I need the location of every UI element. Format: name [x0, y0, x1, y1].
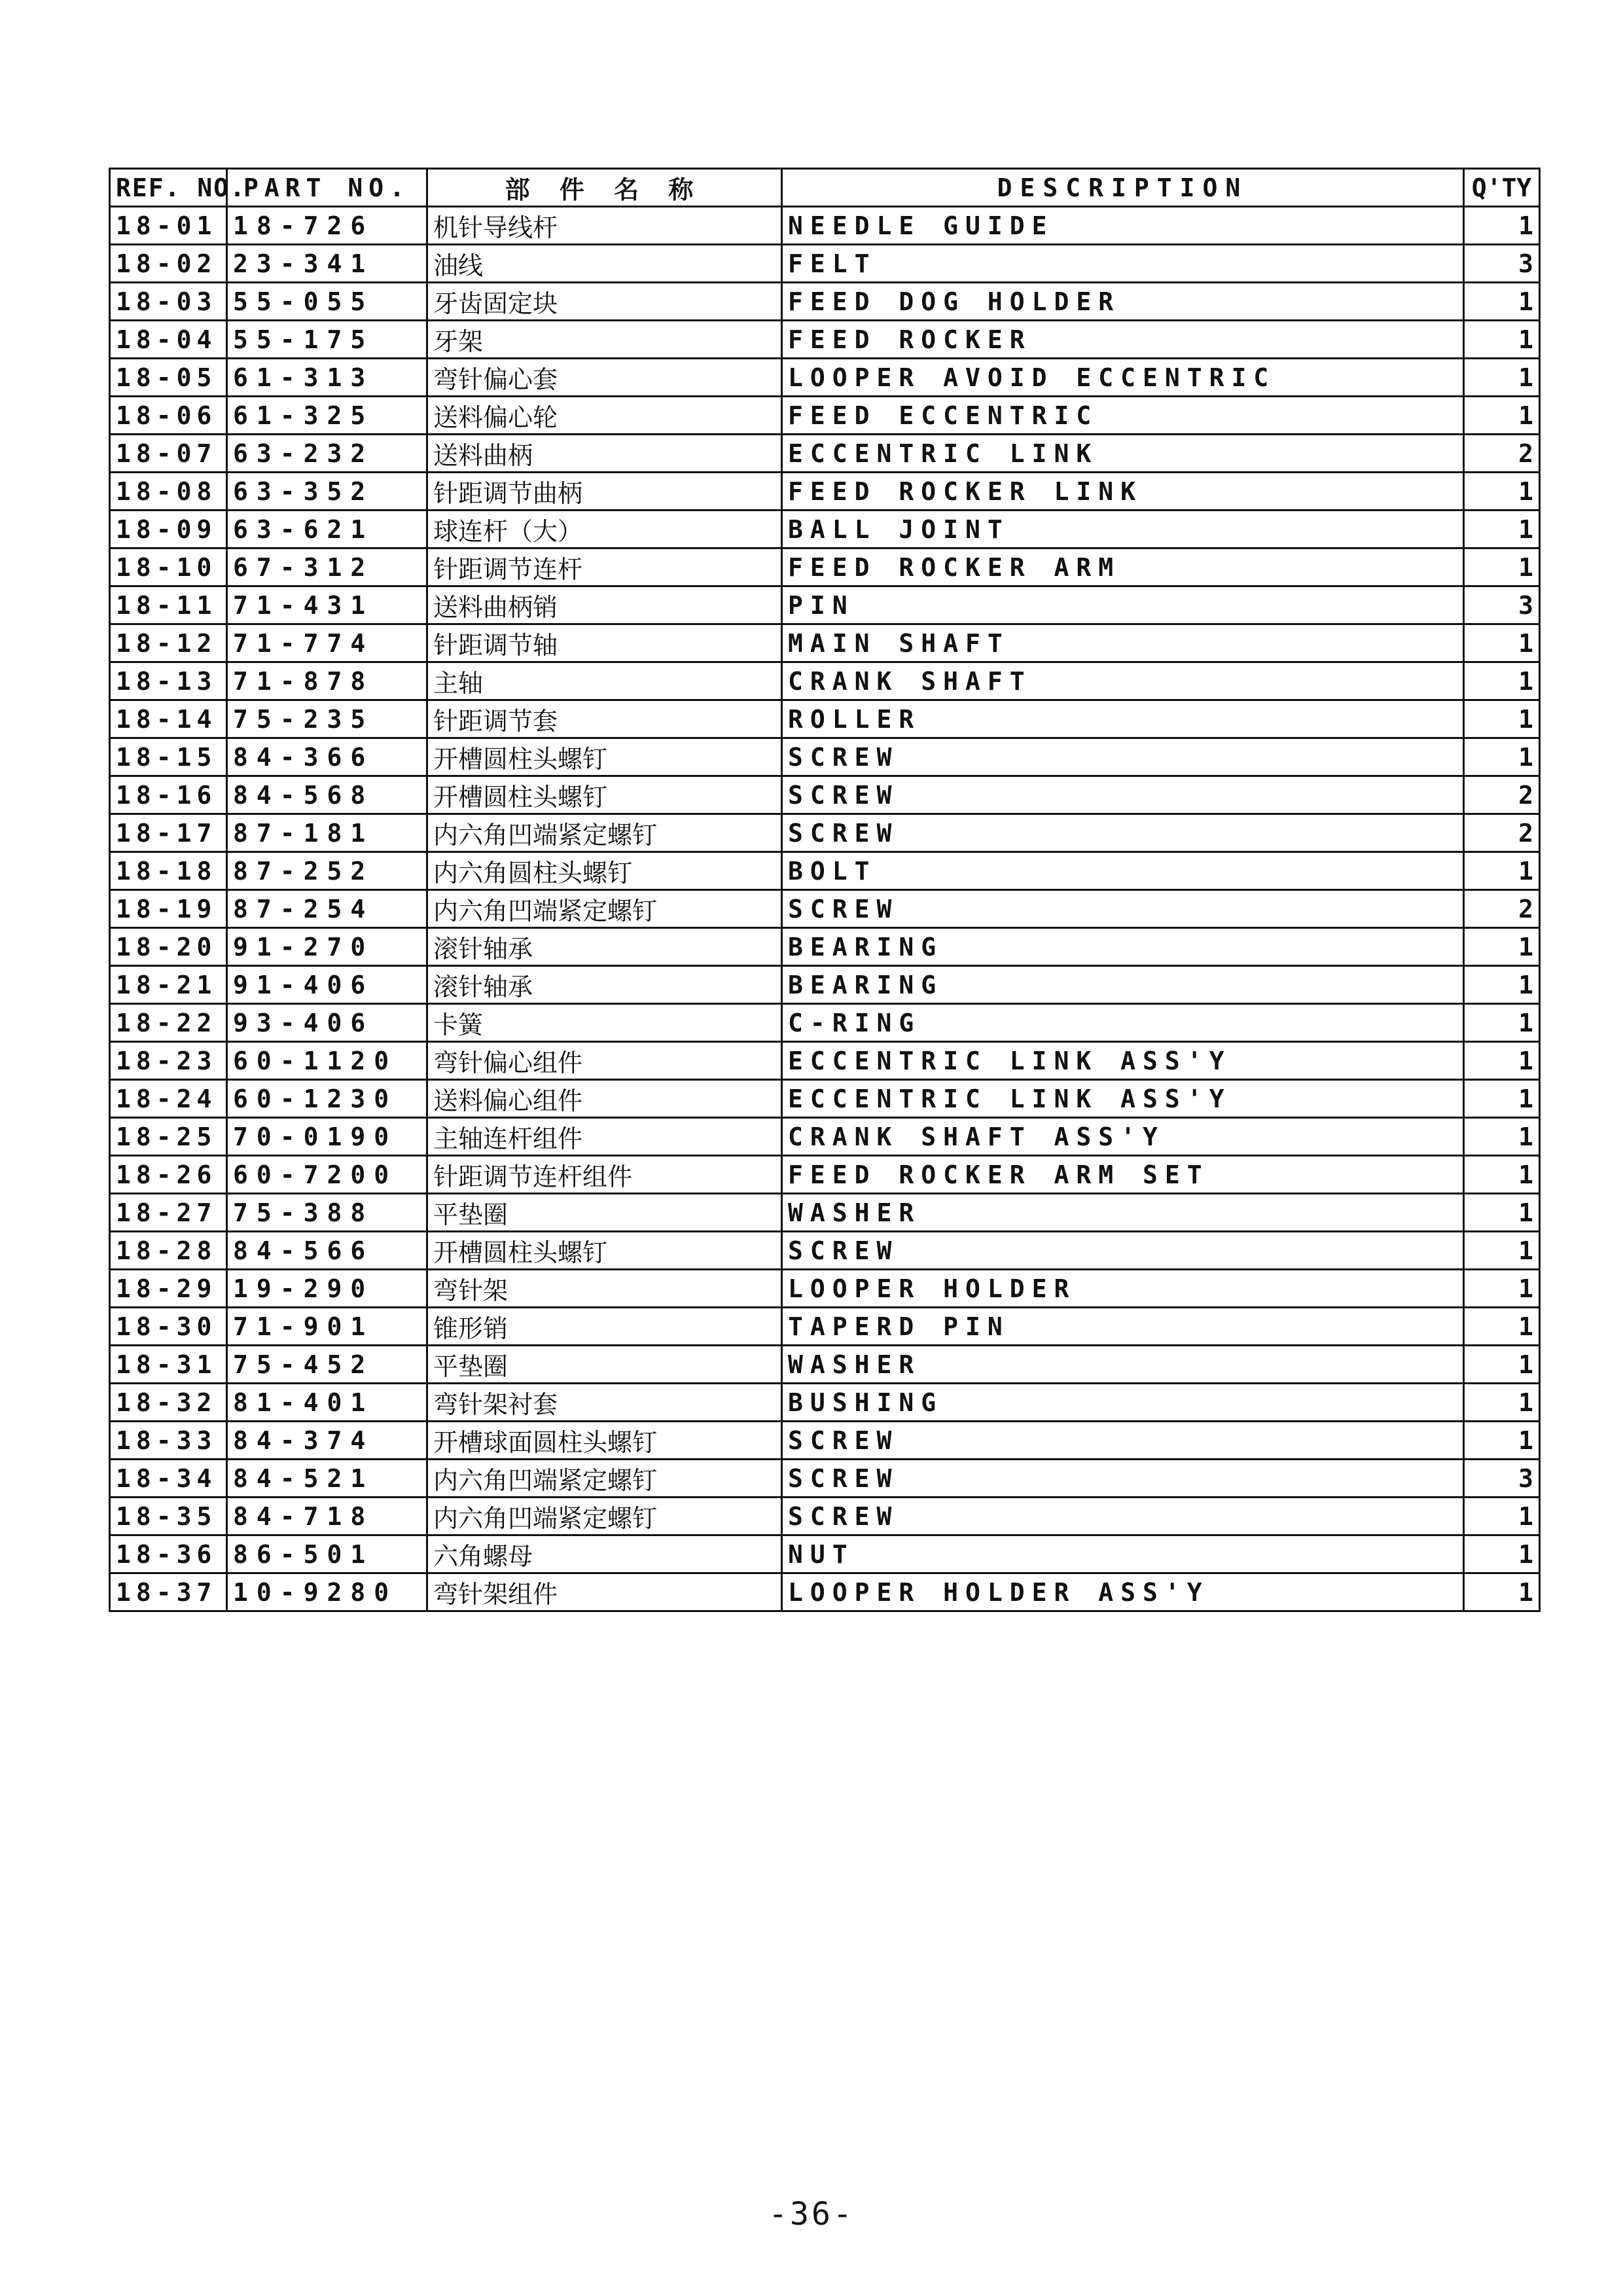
qty-cell: 1 — [1464, 397, 1540, 435]
table-row — [110, 511, 1540, 548]
description-cell: SCREW — [782, 1460, 1464, 1498]
part-name-cell: 针距调节连杆 — [427, 548, 782, 586]
ref-no-cell: 18-12 — [110, 624, 227, 662]
qty-cell: 1 — [1464, 852, 1540, 890]
table-row — [110, 1346, 1540, 1384]
part-name-cell: 滚针轴承 — [427, 928, 782, 966]
ref-no-cell: 18-08 — [110, 473, 227, 511]
table-row — [110, 1460, 1540, 1498]
description-cell: WASHER — [782, 1194, 1464, 1232]
table-row — [110, 1194, 1540, 1232]
table-row — [110, 1422, 1540, 1460]
ref-no-cell: 18-13 — [110, 662, 227, 700]
ref-no-cell: 18-34 — [110, 1460, 227, 1498]
part-no-cell: 71-901 — [227, 1308, 427, 1346]
qty-cell: 1 — [1464, 1004, 1540, 1042]
ref-no-cell: 18-15 — [110, 738, 227, 776]
part-name-cell: 弯针偏心组件 — [427, 1042, 782, 1080]
part-name-cell: 送料曲柄销 — [427, 586, 782, 624]
description-cell: SCREW — [782, 1498, 1464, 1535]
part-name-cell: 针距调节曲柄 — [427, 473, 782, 511]
description-cell: SCREW — [782, 1232, 1464, 1270]
table-row — [110, 624, 1540, 662]
table-row — [110, 738, 1540, 776]
header-part-name: 部 件 名 称 — [427, 169, 782, 207]
qty-cell: 1 — [1464, 1080, 1540, 1118]
table-row — [110, 548, 1540, 586]
part-no-cell: 91-406 — [227, 966, 427, 1004]
table-row — [110, 435, 1540, 473]
description-cell: BUSHING — [782, 1384, 1464, 1422]
ref-no-cell: 18-28 — [110, 1232, 227, 1270]
part-name-cell: 内六角凹端紧定螺钉 — [427, 1460, 782, 1498]
part-name-cell: 内六角凹端紧定螺钉 — [427, 890, 782, 928]
qty-cell: 1 — [1464, 1042, 1540, 1080]
part-name-cell: 主轴 — [427, 662, 782, 700]
part-name-cell: 内六角凹端紧定螺钉 — [427, 1498, 782, 1535]
part-name-cell: 平垫圈 — [427, 1194, 782, 1232]
ref-no-cell: 18-07 — [110, 435, 227, 473]
qty-cell: 1 — [1464, 1156, 1540, 1194]
table-row — [110, 966, 1540, 1004]
part-name-cell: 卡簧 — [427, 1004, 782, 1042]
part-no-cell: 70-0190 — [227, 1118, 427, 1156]
part-name-cell: 弯针架 — [427, 1270, 782, 1308]
part-no-cell: 60-1230 — [227, 1080, 427, 1118]
part-name-cell: 牙齿固定块 — [427, 283, 782, 321]
qty-cell: 1 — [1464, 662, 1540, 700]
ref-no-cell: 18-27 — [110, 1194, 227, 1232]
qty-cell: 1 — [1464, 738, 1540, 776]
description-cell: ECCENTRIC LINK — [782, 435, 1464, 473]
qty-cell: 1 — [1464, 359, 1540, 397]
part-name-cell: 锥形销 — [427, 1308, 782, 1346]
table-row — [110, 283, 1540, 321]
part-no-cell: 75-452 — [227, 1346, 427, 1384]
table-row — [110, 586, 1540, 624]
ref-no-cell: 18-06 — [110, 397, 227, 435]
description-cell: SCREW — [782, 776, 1464, 814]
description-cell: BEARING — [782, 928, 1464, 966]
qty-cell: 1 — [1464, 1270, 1540, 1308]
part-name-cell: 开槽球面圆柱头螺钉 — [427, 1422, 782, 1460]
part-no-cell: 67-312 — [227, 548, 427, 586]
part-no-cell: 84-568 — [227, 776, 427, 814]
part-no-cell: 61-325 — [227, 397, 427, 435]
part-no-cell: 81-401 — [227, 1384, 427, 1422]
ref-no-cell: 18-22 — [110, 1004, 227, 1042]
page-number: -36- — [768, 2196, 855, 2233]
part-no-cell: 71-774 — [227, 624, 427, 662]
table-row — [110, 397, 1540, 435]
table-row — [110, 776, 1540, 814]
description-cell: C-RING — [782, 1004, 1464, 1042]
ref-no-cell: 18-33 — [110, 1422, 227, 1460]
part-name-cell: 机针导线杆 — [427, 207, 782, 245]
qty-cell: 1 — [1464, 1232, 1540, 1270]
part-name-cell: 滚针轴承 — [427, 966, 782, 1004]
table-row — [110, 700, 1540, 738]
description-cell: BOLT — [782, 852, 1464, 890]
table-row — [110, 852, 1540, 890]
part-no-cell: 23-341 — [227, 245, 427, 283]
table-row — [110, 1156, 1540, 1194]
ref-no-cell: 18-14 — [110, 700, 227, 738]
qty-cell: 1 — [1464, 473, 1540, 511]
ref-no-cell: 18-37 — [110, 1573, 227, 1611]
part-no-cell: 61-313 — [227, 359, 427, 397]
description-cell: FEED ECCENTRIC — [782, 397, 1464, 435]
ref-no-cell: 18-30 — [110, 1308, 227, 1346]
description-cell: CRANK SHAFT ASS'Y — [782, 1118, 1464, 1156]
table-row — [110, 1232, 1540, 1270]
description-cell: BALL JOINT — [782, 511, 1464, 548]
part-name-cell: 送料偏心组件 — [427, 1080, 782, 1118]
part-name-cell: 弯针偏心套 — [427, 359, 782, 397]
ref-no-cell: 18-26 — [110, 1156, 227, 1194]
description-cell: SCREW — [782, 890, 1464, 928]
qty-cell: 1 — [1464, 624, 1540, 662]
ref-no-cell: 18-10 — [110, 548, 227, 586]
ref-no-cell: 18-09 — [110, 511, 227, 548]
table-row — [110, 928, 1540, 966]
part-no-cell: 84-718 — [227, 1498, 427, 1535]
table-row — [110, 890, 1540, 928]
ref-no-cell: 18-19 — [110, 890, 227, 928]
qty-cell: 1 — [1464, 1573, 1540, 1611]
table-row — [110, 1004, 1540, 1042]
qty-cell: 2 — [1464, 435, 1540, 473]
description-cell: LOOPER AVOID ECCENTRIC — [782, 359, 1464, 397]
parts-body — [110, 207, 1540, 1611]
part-no-cell: 10-9280 — [227, 1573, 427, 1611]
qty-cell: 1 — [1464, 1384, 1540, 1422]
description-cell: SCREW — [782, 814, 1464, 852]
qty-cell: 1 — [1464, 1535, 1540, 1573]
part-name-cell: 弯针架衬套 — [427, 1384, 782, 1422]
part-name-cell: 送料偏心轮 — [427, 397, 782, 435]
table-row — [110, 1498, 1540, 1535]
part-no-cell: 86-501 — [227, 1535, 427, 1573]
qty-cell: 1 — [1464, 1118, 1540, 1156]
part-no-cell: 60-1120 — [227, 1042, 427, 1080]
part-name-cell: 针距调节连杆组件 — [427, 1156, 782, 1194]
part-name-cell: 牙架 — [427, 321, 782, 359]
description-cell: MAIN SHAFT — [782, 624, 1464, 662]
part-no-cell: 87-181 — [227, 814, 427, 852]
parts-table — [109, 168, 1541, 1612]
part-no-cell: 87-254 — [227, 890, 427, 928]
description-cell: LOOPER HOLDER ASS'Y — [782, 1573, 1464, 1611]
part-name-cell: 球连杆（大） — [427, 511, 782, 548]
ref-no-cell: 18-04 — [110, 321, 227, 359]
description-cell: LOOPER HOLDER — [782, 1270, 1464, 1308]
description-cell: FEED DOG HOLDER — [782, 283, 1464, 321]
ref-no-cell: 18-11 — [110, 586, 227, 624]
table-row — [110, 321, 1540, 359]
qty-cell: 1 — [1464, 1498, 1540, 1535]
description-cell: NEEDLE GUIDE — [782, 207, 1464, 245]
qty-cell: 3 — [1464, 1460, 1540, 1498]
header-description: DESCRIPTION — [782, 169, 1464, 207]
qty-cell: 1 — [1464, 321, 1540, 359]
ref-no-cell: 18-36 — [110, 1535, 227, 1573]
part-name-cell: 针距调节套 — [427, 700, 782, 738]
table-row — [110, 207, 1540, 245]
qty-cell: 1 — [1464, 700, 1540, 738]
part-no-cell: 60-7200 — [227, 1156, 427, 1194]
part-name-cell: 主轴连杆组件 — [427, 1118, 782, 1156]
part-no-cell: 63-621 — [227, 511, 427, 548]
qty-cell: 1 — [1464, 1194, 1540, 1232]
part-no-cell: 71-878 — [227, 662, 427, 700]
part-no-cell: 87-252 — [227, 852, 427, 890]
qty-cell: 1 — [1464, 1346, 1540, 1384]
ref-no-cell: 18-25 — [110, 1118, 227, 1156]
header-row — [110, 169, 1540, 207]
header-part-no: PART NO. — [227, 169, 427, 207]
table-row — [110, 1118, 1540, 1156]
table-row — [110, 1573, 1540, 1611]
part-no-cell: 93-406 — [227, 1004, 427, 1042]
part-no-cell: 55-055 — [227, 283, 427, 321]
ref-no-cell: 18-21 — [110, 966, 227, 1004]
description-cell: ROLLER — [782, 700, 1464, 738]
part-no-cell: 63-352 — [227, 473, 427, 511]
ref-no-cell: 18-16 — [110, 776, 227, 814]
qty-cell: 1 — [1464, 283, 1540, 321]
qty-cell: 1 — [1464, 511, 1540, 548]
ref-no-cell: 18-20 — [110, 928, 227, 966]
description-cell: FEED ROCKER ARM — [782, 548, 1464, 586]
ref-no-cell: 18-01 — [110, 207, 227, 245]
part-no-cell: 18-726 — [227, 207, 427, 245]
part-name-cell: 内六角凹端紧定螺钉 — [427, 814, 782, 852]
part-no-cell: 19-290 — [227, 1270, 427, 1308]
table-row — [110, 1080, 1540, 1118]
description-cell: TAPERD PIN — [782, 1308, 1464, 1346]
part-no-cell: 84-521 — [227, 1460, 427, 1498]
ref-no-cell: 18-03 — [110, 283, 227, 321]
qty-cell: 2 — [1464, 890, 1540, 928]
part-no-cell: 84-566 — [227, 1232, 427, 1270]
description-cell: SCREW — [782, 1422, 1464, 1460]
ref-no-cell: 18-35 — [110, 1498, 227, 1535]
description-cell: WASHER — [782, 1346, 1464, 1384]
table-row — [110, 1308, 1540, 1346]
ref-no-cell: 18-31 — [110, 1346, 227, 1384]
header-ref-no: REF. NO. — [110, 169, 227, 207]
description-cell: FEED ROCKER LINK — [782, 473, 1464, 511]
part-no-cell: 75-388 — [227, 1194, 427, 1232]
table-row — [110, 359, 1540, 397]
description-cell: CRANK SHAFT — [782, 662, 1464, 700]
ref-no-cell: 18-02 — [110, 245, 227, 283]
description-cell: NUT — [782, 1535, 1464, 1573]
ref-no-cell: 18-23 — [110, 1042, 227, 1080]
table-row — [110, 473, 1540, 511]
part-name-cell: 六角螺母 — [427, 1535, 782, 1573]
part-name-cell: 针距调节轴 — [427, 624, 782, 662]
part-name-cell: 弯针架组件 — [427, 1573, 782, 1611]
table-row — [110, 1042, 1540, 1080]
qty-cell: 3 — [1464, 586, 1540, 624]
qty-cell: 2 — [1464, 776, 1540, 814]
ref-no-cell: 18-18 — [110, 852, 227, 890]
table-row — [110, 1535, 1540, 1573]
part-no-cell: 63-232 — [227, 435, 427, 473]
ref-no-cell: 18-29 — [110, 1270, 227, 1308]
part-name-cell: 开槽圆柱头螺钉 — [427, 738, 782, 776]
table-row — [110, 1270, 1540, 1308]
table-row — [110, 814, 1540, 852]
part-name-cell: 油线 — [427, 245, 782, 283]
description-cell: FEED ROCKER — [782, 321, 1464, 359]
qty-cell: 1 — [1464, 1308, 1540, 1346]
description-cell: ECCENTRIC LINK ASS'Y — [782, 1042, 1464, 1080]
qty-cell: 2 — [1464, 814, 1540, 852]
description-cell: SCREW — [782, 738, 1464, 776]
header-qty: Q'TY — [1464, 169, 1540, 207]
part-name-cell: 平垫圈 — [427, 1346, 782, 1384]
description-cell: FEED ROCKER ARM SET — [782, 1156, 1464, 1194]
part-no-cell: 84-366 — [227, 738, 427, 776]
part-no-cell: 84-374 — [227, 1422, 427, 1460]
qty-cell: 1 — [1464, 548, 1540, 586]
table-row — [110, 245, 1540, 283]
qty-cell: 1 — [1464, 966, 1540, 1004]
description-cell: PIN — [782, 586, 1464, 624]
qty-cell: 1 — [1464, 207, 1540, 245]
part-no-cell: 55-175 — [227, 321, 427, 359]
table-row — [110, 662, 1540, 700]
part-name-cell: 送料曲柄 — [427, 435, 782, 473]
description-cell: ECCENTRIC LINK ASS'Y — [782, 1080, 1464, 1118]
ref-no-cell: 18-24 — [110, 1080, 227, 1118]
table-row — [110, 1384, 1540, 1422]
part-name-cell: 开槽圆柱头螺钉 — [427, 1232, 782, 1270]
part-name-cell: 开槽圆柱头螺钉 — [427, 776, 782, 814]
description-cell: FELT — [782, 245, 1464, 283]
qty-cell: 3 — [1464, 245, 1540, 283]
qty-cell: 1 — [1464, 1422, 1540, 1460]
ref-no-cell: 18-17 — [110, 814, 227, 852]
description-cell: BEARING — [782, 966, 1464, 1004]
part-no-cell: 75-235 — [227, 700, 427, 738]
ref-no-cell: 18-05 — [110, 359, 227, 397]
part-no-cell: 71-431 — [227, 586, 427, 624]
part-name-cell: 内六角圆柱头螺钉 — [427, 852, 782, 890]
part-no-cell: 91-270 — [227, 928, 427, 966]
ref-no-cell: 18-32 — [110, 1384, 227, 1422]
qty-cell: 1 — [1464, 928, 1540, 966]
